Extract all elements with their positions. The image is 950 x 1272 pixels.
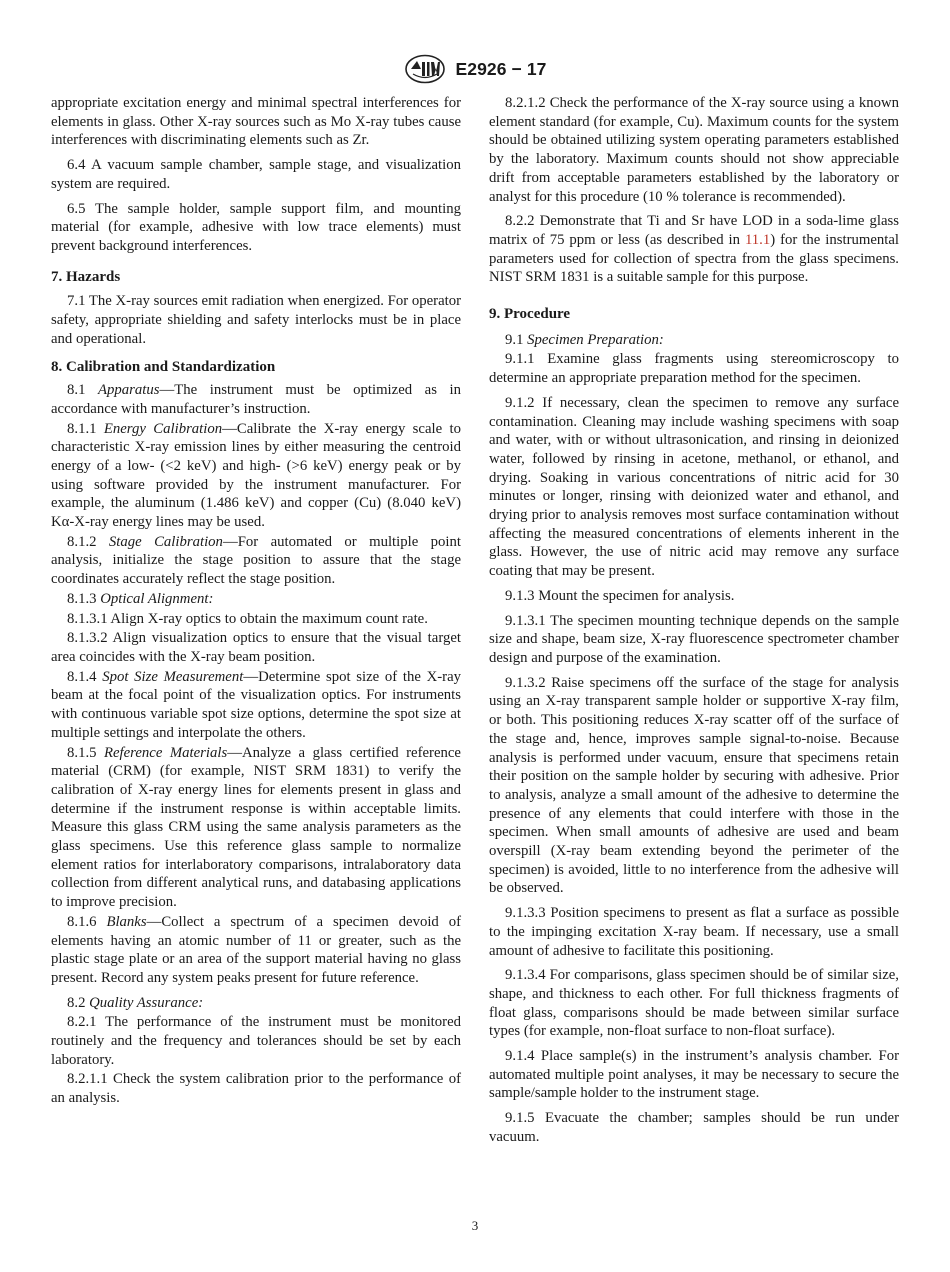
paragraph-8-2-2: 8.2.2 Demonstrate that Ti and Sr have LOD in a soda-lime glass matrix of 75 ppm or less (as described in 11.1) for the instrumental parameters used for collection of spectra from the glass specimens. NIST SRM 1831 is a suitable sample for this purpose. [489,213,899,286]
paragraph-8-1-3-2: 8.1.3.2 Align visualization optics to ensure that the visual target area coincides with the X-ray beam position. [51,630,461,665]
paragraph-6-5: 6.5 The sample holder, sample support film, and mounting material (for example, adhesive with low trace elements) must prevent background interferences. [51,200,461,254]
paragraph-9-1-4: 9.1.4 Place sample(s) in the instrument’s analysis chamber. For automated multiple point analyses, it may be necessary to secure the sample/sample holder to the instrument stage. [489,1048,899,1102]
paragraph-continuation: appropriate excitation energy and minimal spectral interferences for elements in glass. Other X-ray sources such as Mo X-ray tubes cause interferences with discriminating elements such as Zr. [51,95,461,149]
paragraph-9-1-5: 9.1.5 Evacuate the chamber; samples should be run under vacuum. [489,1110,899,1145]
paragraph-8-2-1-1: 8.2.1.1 Check the system calibration prior to the performance of an analysis. [51,1071,461,1107]
paragraph-8-1-3: 8.1.3 Optical Alignment: [67,590,214,607]
paragraph-8-2-1-2: 8.2.1.2 Check the performance of the X-ray source using a known element standard (for example, Cu). Maximum counts for the system should be obtained utilizing system operating parameters established by the laboratory. Maximum counts should not show appreciable drift from acceptable parameters established by the laboratory or analyst for this procedure (10 % tolerance is recommended). [489,95,899,205]
paragraph-6-4: 6.4 A vacuum sample chamber, sample stage, and visualization system are required. [51,157,461,192]
paragraph-8-2-1: 8.2.1 The performance of the instrument must be monitored routinely and the frequency and tolerances should be set by each laboratory. [51,1014,461,1068]
paragraph-7-1: 7.1 The X-ray sources emit radiation when energized. For operator safety, appropriate shielding and safety interlocks must be in place and operational. [51,293,461,347]
section-heading-9: 9. Procedure [489,306,571,323]
paragraph-9-1: 9.1 Specimen Preparation: [505,331,664,348]
paragraph-8-2: 8.2 Quality Assurance: [67,994,204,1011]
paragraph-9-1-3-2: 9.1.3.2 Raise specimens off the surface of the stage for analysis using an X-ray transparent sample holder or supportive X-ray film, or both. This positioning reduces X-ray scatter off of the surface of the stage and, hence, improves sample signal-to-noise. Because analysis is performed under vacuum, ensure that specimens retain their position on the sample holder by securing with adhesive. Prior to analysis, analyze a small amount of the adhesive to determine the presence of any elements that could interfere with those in the specimen. When small amounts of adhesive are used and beam overspill (X-ray beam extending beyond the perimeter of the specimen) is avoided, little to no interference from the adhesive will be observed. [489,674,899,897]
paragraph-8-1-2: 8.1.2 Stage Calibration—For automated or multiple point analysis, initialize the stage position to assure that the stage coordinates accurately reflect the stage position. [51,533,461,588]
paragraph-9-1-3-3: 9.1.3.3 Position specimens to present as flat a surface as possible to the impinging excitation X-ray beam. If necessary, use a small amount of adhesive to facilitate this positioning. [489,905,899,959]
paragraph-8-1-6: 8.1.6 Blanks—Collect a spectrum of a specimen devoid of elements having an atomic number of 11 or greater, such as the plastic stage plate or an area of the support material having no glass present. Record any system peaks present for future reference. [51,913,462,986]
paragraph-8-1-1: 8.1.1 Energy Calibration—Calibrate the X-ray energy scale to characteristic X-ray emission lines by either measuring the centroid energy of a low- (<2 keV) and high- (>6 keV) energy peak or by using software provided by the instrument manufacturer. For example, the aluminum (1.486 keV) and copper (Cu) (8.040 keV) Kα-X-ray energy lines may be used. [51,420,462,531]
paragraph-8-1-3-1: 8.1.3.1 Align X-ray optics to obtain the maximum count rate. [67,610,428,627]
astm-logo-icon [403,54,447,84]
right-column [489,94,899,1147]
section-heading-8: 8. Calibration and Standardization [51,359,276,376]
paragraph-9-1-3-1: 9.1.3.1 The specimen mounting technique depends on the sample size and shape, beam size, X-ray fluorescence spectrometer chamber design and purpose of the examination. [489,612,899,666]
paragraph-9-1-2: 9.1.2 If necessary, clean the specimen to remove any surface contamination. Cleaning may include washing specimens with soap and water, with or without ultrasonication, and rinsing in deionized water, followed by rinsing in acetone, methanol, or ethanol, and drying. Soaking in various concentrations of nitric acid for 30 minutes or longer, rinsing with deionized water and ethanol, and drying prior to analysis removes most surface contamination without affecting the measured concentrations of elements inherent in the glass. However, the use of nitric acid may remove any surface coating that may be present. [489,394,899,580]
paragraph-8-1-5: 8.1.5 Reference Materials—Analyze a glass certified reference material (CRM) (for example, NIST SRM 1831) to verify the calibration of X-ray energy lines for elements present in glass and determine if the instrument response is within acceptable limits. Measure this glass CRM using the same analysis parameters as the glass specimens. Use this reference glass sample to normalize element ratios for interlaboratory comparisons, intralaboratory data collection from different analytical runs, and databasing applications to improve precision. [51,744,461,911]
page-number: 3 [471,1218,479,1233]
section-heading-7: 7. Hazards [51,268,121,285]
left-column [51,94,461,1108]
paragraph-8-1-4: 8.1.4 Spot Size Measurement—Determine spot size of the X-ray beam at the focal point of the visualization optics. For instruments with continuous variable spot size options, determine the spot size at multiple settings and interpolate the others. [51,668,462,741]
paragraph-9-1-3-4: 9.1.3.4 For comparisons, glass specimen should be of similar size, shape, and thickness to each other. For full thickness fragments of float glass, comparisons should be made between similar surface types (for example, non-float surface to non-float surface). [489,967,899,1040]
paragraph-9-1-3: 9.1.3 Mount the specimen for analysis. [505,587,735,604]
page-header [0,54,950,84]
section-link-11-1[interactable]: 11.1 [744,231,771,248]
document-designation: E2926 − 17 [455,58,547,79]
paragraph-8-1: 8.1 Apparatus—The instrument must be optimized as in accordance with manufacturer’s instruction. [51,382,461,417]
paragraph-9-1-1: 9.1.1 Examine glass fragments using stereomicroscopy to determine an appropriate preparation method for the specimen. [489,351,899,387]
